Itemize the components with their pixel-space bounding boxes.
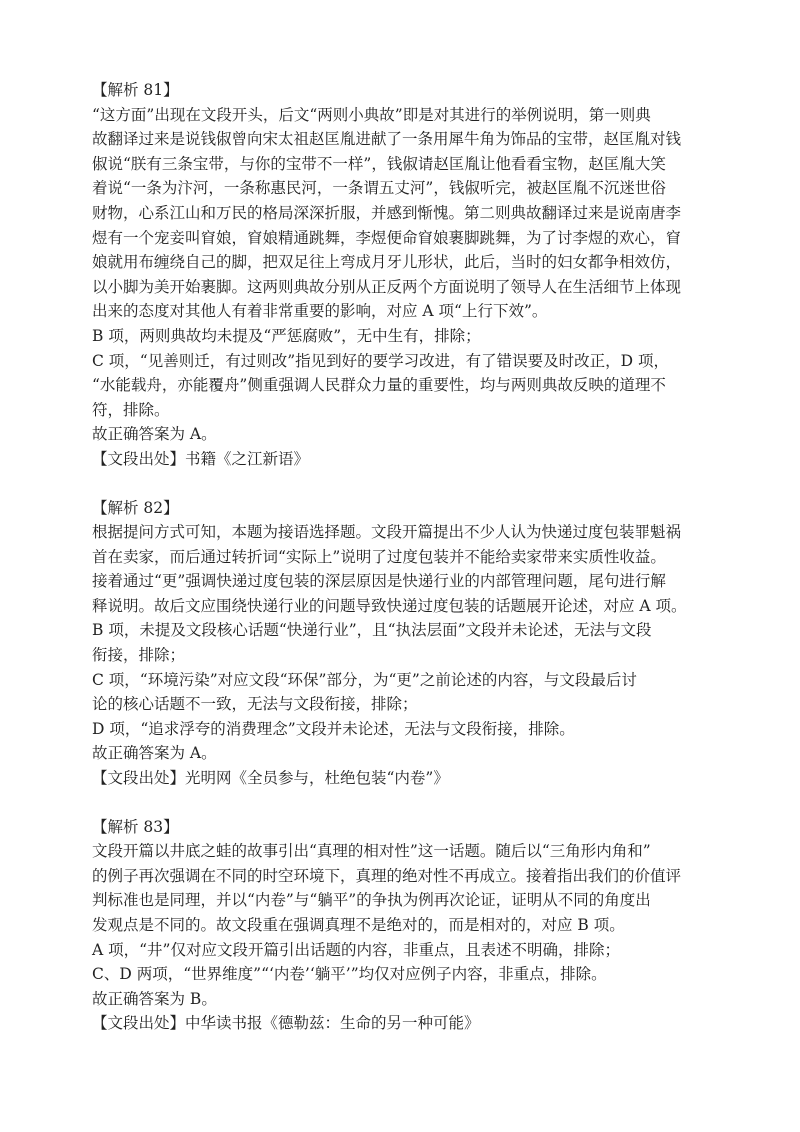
text-line: 符，排除。 [92, 400, 170, 419]
analysis-83 [92, 815, 720, 1036]
text-line: 的例子再次强调在不同的时空环境下，真理的绝对性不再成立。接着指出我们的价值评 [92, 866, 682, 885]
answer-line: 故正确答案为 B。 [92, 989, 217, 1008]
text-line: “这方面”出现在文段开头，后文“两则小典故”即是对其进行的举例说明，第一则典 [92, 105, 651, 124]
section-heading: 【解析 82】 [92, 498, 179, 517]
text-line: 俶说“朕有三条宝带，与你的宝带不一样”，钱俶请赵匡胤让他看看宝物，赵匡胤大笑 [92, 154, 666, 173]
text-line: 财物，心系江山和万民的格局深深折服，并感到惭愧。第二则典故翻译过来是说南唐李 [92, 203, 682, 222]
section-heading: 【解析 83】 [92, 817, 179, 836]
text-line: “水能载舟，亦能覆舟”侧重强调人民群众力量的重要性，均与两则典故反映的道理不 [92, 376, 666, 395]
analysis-81 [92, 78, 720, 472]
analysis-82 [92, 496, 720, 791]
text-line: 衔接，排除； [92, 646, 186, 665]
text-line: 煜有一个宠妾叫窅娘，窅娘精通跳舞，李煜便命窅娘裹脚跳舞，为了讨李煜的欢心，窅 [92, 228, 682, 247]
option-c-line: C 项，“见善则迁，有过则改”指见到好的要学习改进，有了错误要及时改正，D 项， [92, 351, 669, 370]
option-a-line: A 项，“井”仅对应文段开篇引出话题的内容，非重点，且表述不明确，排除； [92, 940, 620, 959]
option-b-line: B 项，两则典故均未提及“严惩腐败”，无中生有，排除； [92, 326, 481, 345]
text-line: 根据提问方式可知，本题为接语选择题。文段开篇提出不少人认为快递过度包装罪魁祸 [92, 523, 682, 542]
text-line: 论的核心话题不一致，无法与文段衔接，排除； [92, 695, 418, 714]
text-line: 释说明。故后文应围绕快递行业的问题导致快递过度包装的话题展开论述，对应 A 项。 [92, 596, 687, 615]
answer-line: 故正确答案为 A。 [92, 744, 217, 763]
answer-line: 故正确答案为 A。 [92, 425, 217, 444]
text-line: 娘就用布缠绕自己的脚，把双足往上弯成月牙儿形状，此后，当时的妇女都争相效仿， [92, 253, 682, 272]
source-line: 【文段出处】书籍《之江新语》 [92, 449, 310, 468]
option-cd-line: C、D 两项，“世界维度”“‘内卷’‘躺平’”均仅对应例子内容，非重点，排除。 [92, 965, 607, 984]
option-c-line: C 项，“环境污染”对应文段“环保”部分，为“更”之前论述的内容，与文段最后讨 [92, 670, 637, 689]
option-b-line: B 项，未提及文段核心话题“快递行业”，且“执法层面”文段并未论述，无法与文段 [92, 621, 652, 640]
source-line: 【文段出处】光明网《全员参与，杜绝包装“内卷”》 [92, 769, 449, 788]
option-d-line: D 项，“追求浮夸的消费理念”文段并未论述，无法与文段衔接，排除。 [92, 719, 575, 738]
text-line: 发观点是不同的。故文段重在强调真理不是绝对的，而是相对的，对应 B 项。 [92, 916, 625, 934]
text-line: 以小脚为美开始裹脚。这两则典故分别从正反两个方面说明了领导人在生活细节上体现 [92, 277, 682, 296]
text-line: 出来的态度对其他人有着非常重要的影响，对应 A 项“上行下效”。 [92, 302, 548, 321]
text-line: 文段开篇以井底之蛙的故事引出“真理的相对性”这一话题。随后以“三角形内角和” [92, 842, 651, 861]
text-line: 接着通过“更”强调快递过度包装的深层原因是快递行业的内部管理问题，尾句进行解 [92, 572, 666, 591]
text-line: 故翻译过来是说钱俶曾向宋太祖赵匡胤进献了一条用犀牛角为饰品的宝带，赵匡胤对钱 [92, 130, 682, 149]
text-line: 首在卖家，而后通过转折词“实际上”说明了过度包装并不能给卖家带来实质性收益。 [92, 547, 666, 566]
source-line: 【文段出处】中华读书报《德勒兹：生命的另一种可能》 [92, 1014, 480, 1033]
text-line: 着说“一条为汴河，一条称惠民河，一条谓五丈河”，钱俶听完，被赵匡胤不沉迷世俗 [92, 179, 666, 198]
section-heading: 【解析 81】 [92, 81, 179, 99]
text-line: 判标准也是同理，并以“内卷”与“躺平”的争执为例再次论证，证明从不同的角度出 [92, 891, 651, 910]
